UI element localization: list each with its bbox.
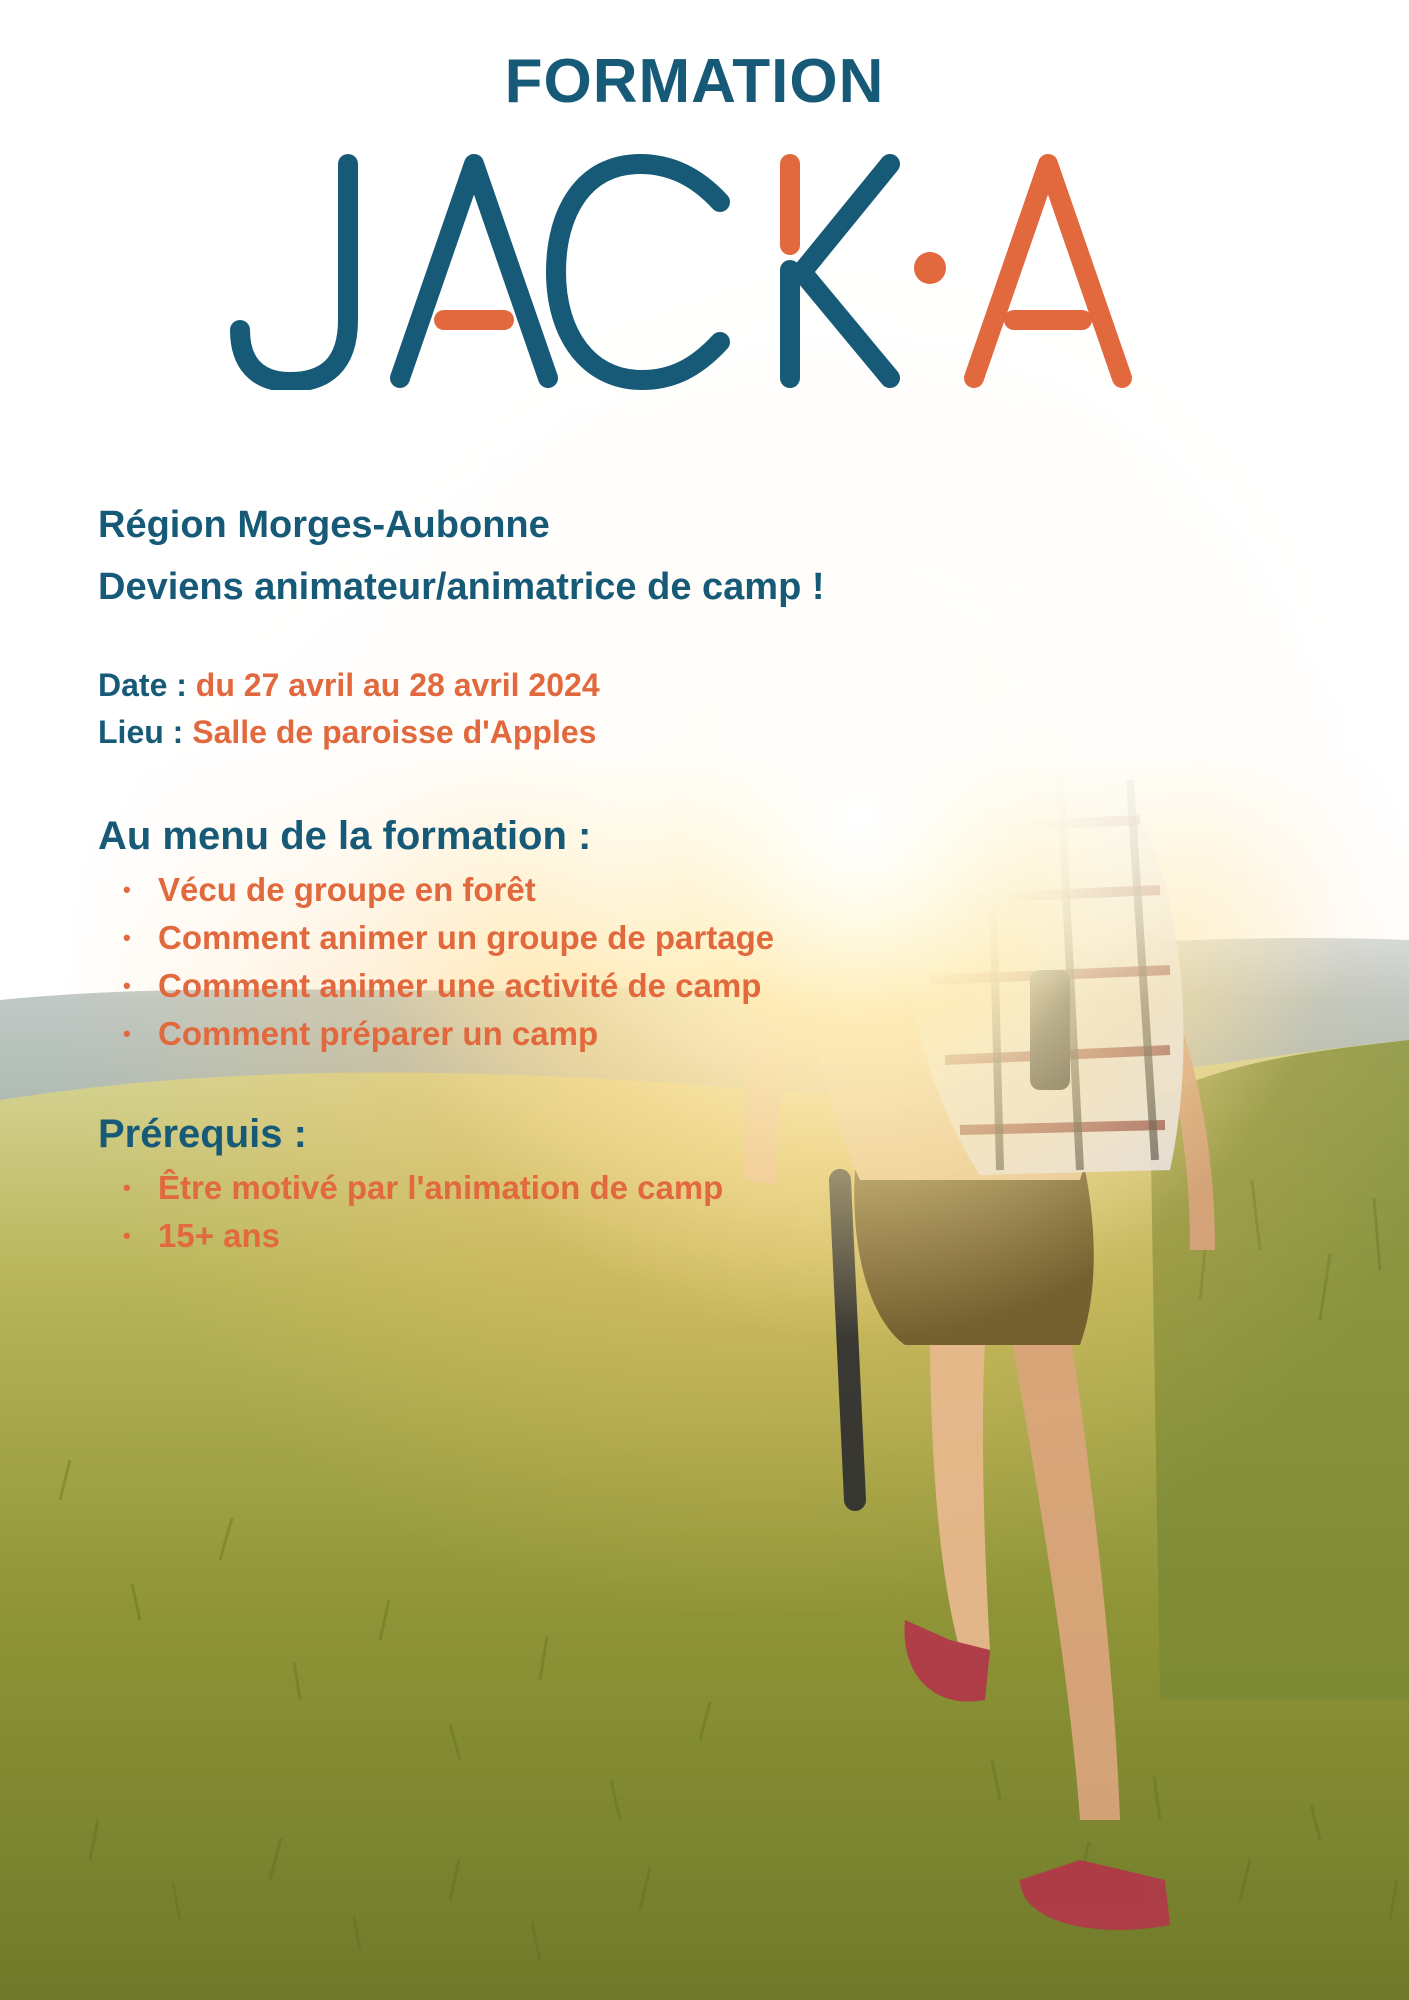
list-item-text: Comment animer un groupe de partage bbox=[158, 919, 775, 956]
bullet-icon: • bbox=[123, 1021, 131, 1046]
list-item-text: Comment animer une activité de camp bbox=[158, 967, 762, 1004]
bullet-icon: • bbox=[123, 877, 131, 902]
bullet-icon: • bbox=[123, 1223, 131, 1248]
date-line bbox=[98, 667, 600, 704]
location-label: Lieu : bbox=[98, 714, 184, 750]
list-item bbox=[120, 1212, 723, 1260]
list-item-text: Comment préparer un camp bbox=[158, 1015, 599, 1052]
list-item bbox=[120, 1010, 774, 1058]
bullet-icon: • bbox=[123, 925, 131, 950]
jacka-logo bbox=[230, 150, 1160, 390]
list-item-text: Être motivé par l'animation de camp bbox=[158, 1169, 724, 1206]
list-item-text: 15+ ans bbox=[158, 1217, 281, 1254]
menu-list bbox=[120, 866, 774, 1058]
prerequisites-list bbox=[120, 1164, 723, 1260]
tagline: Deviens animateur/animatrice de camp ! bbox=[98, 566, 825, 608]
list-item bbox=[120, 1164, 723, 1212]
prerequisites-heading: Prérequis : bbox=[98, 1112, 307, 1156]
date-label: Date : bbox=[98, 667, 187, 703]
formation-title: FORMATION bbox=[504, 47, 885, 116]
list-item bbox=[120, 914, 774, 962]
menu-heading: Au menu de la formation : bbox=[98, 814, 592, 858]
location-value: Salle de paroisse d'Apples bbox=[192, 714, 597, 750]
list-item bbox=[120, 866, 774, 914]
bullet-icon: • bbox=[123, 1175, 131, 1200]
region-title: Région Morges-Aubonne bbox=[98, 504, 550, 546]
bullet-icon: • bbox=[123, 973, 131, 998]
list-item bbox=[120, 962, 774, 1010]
date-value: du 27 avril au 28 avril 2024 bbox=[195, 667, 600, 703]
list-item-text: Vécu de groupe en forêt bbox=[158, 871, 536, 908]
location-line bbox=[98, 714, 596, 751]
